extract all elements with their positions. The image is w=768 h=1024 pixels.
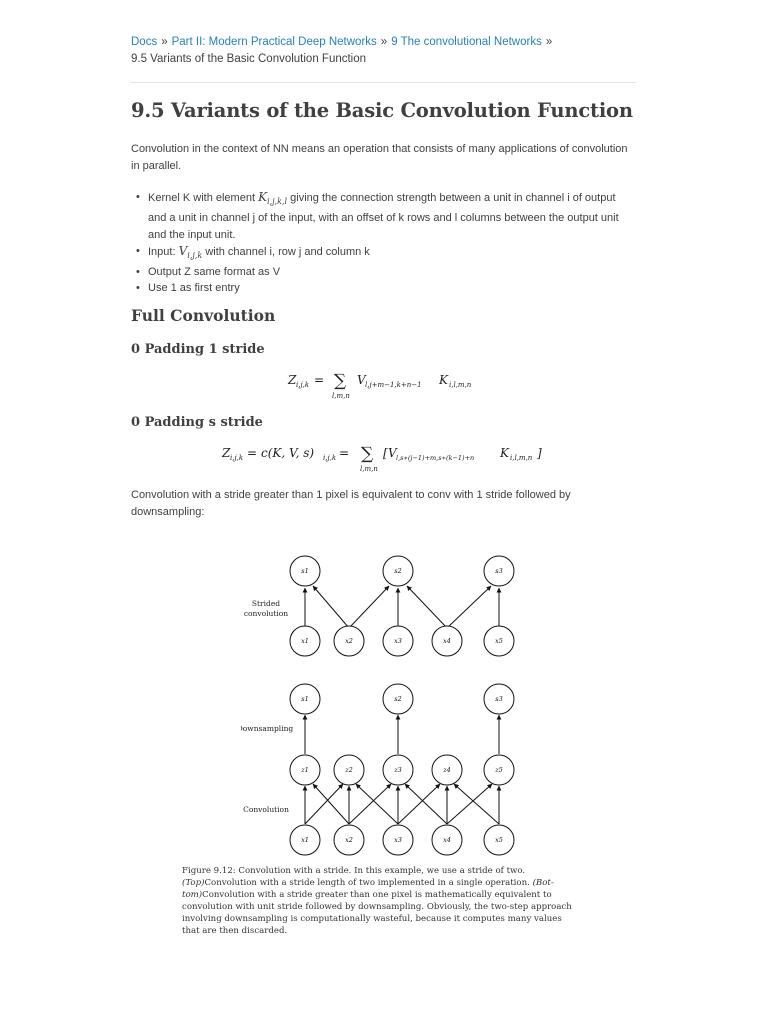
definition-list bbox=[131, 189, 636, 297]
caption-line: tom)Convolution with a stride greater than one pixel is mathematically equivalent to bbox=[182, 889, 552, 900]
breadcrumb-docs-link[interactable]: Docs bbox=[131, 36, 158, 48]
caption-line: Figure 9.12: Convolution with a stride. In this example, we use a stride of two. bbox=[182, 866, 526, 876]
node-x4: x4 bbox=[443, 637, 451, 645]
svg-text:=: = bbox=[314, 373, 325, 387]
page-title: 9.5 Variants of the Basic Convolution Function bbox=[131, 99, 633, 122]
svg-text:l,m,n: l,m,n bbox=[360, 465, 378, 473]
list-item-output: • Output Z same format as V bbox=[131, 264, 636, 280]
node-x5: x5 bbox=[495, 836, 503, 844]
equation-unit-stride bbox=[131, 368, 636, 410]
svg-text:i,l,m,n: i,l,m,n bbox=[510, 454, 533, 462]
node-x2: x2 bbox=[345, 836, 353, 844]
list-item-input: • Input: $V_{i,j,k}$ with channel i, row j and column k bbox=[131, 243, 636, 264]
caption-line: convolution with unit stride followed by downsampling. Obviously, the two-step approach bbox=[182, 901, 572, 912]
node-x5: x5 bbox=[495, 637, 503, 645]
svg-text:V: V bbox=[388, 446, 397, 460]
node-s1: s1 bbox=[301, 695, 309, 703]
node-z2: z2 bbox=[345, 766, 353, 774]
svg-text:i,j,k: i,j,k bbox=[296, 381, 310, 389]
equation-unit-stride-formula bbox=[131, 368, 636, 406]
node-z3: z3 bbox=[394, 766, 402, 774]
breadcrumb-chapter-link[interactable]: 9 The convolutional Networks bbox=[391, 36, 542, 48]
stride-paragraph: Convolution with a stride greater than 1 pixel is equivalent to conv with 1 stride followed by downsampling: bbox=[131, 489, 571, 518]
breadcrumb-separator: » bbox=[545, 36, 553, 48]
svg-text:i,j,k: i,j,k bbox=[230, 454, 244, 462]
input-symbol: V bbox=[178, 243, 188, 258]
node-s3: s3 bbox=[495, 567, 503, 575]
section-heading-full-convolution: Full Convolution bbox=[131, 306, 276, 325]
breadcrumb-part-link[interactable]: Part II: Modern Practical Deep Networks bbox=[171, 36, 377, 48]
kernel-symbol: K bbox=[258, 190, 268, 204]
figure-caption bbox=[182, 866, 587, 937]
node-x4: x4 bbox=[443, 836, 451, 844]
svg-text:i,l,m,n: i,l,m,n bbox=[449, 381, 472, 389]
subheading-padding-s-stride: 0 Padding s stride bbox=[131, 415, 263, 430]
divider bbox=[131, 82, 636, 83]
node-s3: s3 bbox=[495, 695, 503, 703]
svg-text:c(K, V, s): c(K, V, s) bbox=[261, 446, 315, 460]
node-x1: x1 bbox=[301, 836, 309, 844]
svg-text:i,j,k: i,j,k bbox=[323, 454, 337, 462]
svg-text:[: [ bbox=[383, 446, 388, 460]
node-s2: s2 bbox=[394, 567, 402, 575]
svg-text:=: = bbox=[247, 446, 258, 460]
node-x2: x2 bbox=[345, 637, 353, 645]
stride-diagram bbox=[241, 548, 541, 856]
node-s2: s2 bbox=[394, 695, 402, 703]
svg-text:Z: Z bbox=[222, 446, 231, 460]
svg-text:∑: ∑ bbox=[334, 371, 347, 391]
stride-figure bbox=[241, 548, 541, 861]
breadcrumb bbox=[131, 34, 636, 68]
node-z5: z5 bbox=[495, 766, 503, 774]
node-s1: s1 bbox=[301, 567, 309, 575]
node-z1: z1 bbox=[301, 766, 309, 774]
breadcrumb-separator: » bbox=[380, 36, 388, 48]
svg-text:Z: Z bbox=[288, 373, 297, 387]
svg-text:l,s∗(j−1)+m,s∗(k−1)+n: l,s∗(j−1)+m,s∗(k−1)+n bbox=[396, 454, 475, 462]
svg-text:V: V bbox=[357, 373, 366, 387]
node-x3: x3 bbox=[394, 836, 402, 844]
label-convolution: Convolution bbox=[243, 805, 289, 814]
svg-text:K: K bbox=[439, 373, 448, 387]
caption-line: involving downsampling is computationally wasteful, because it computes many values bbox=[182, 913, 562, 924]
list-item-first-entry: • Use 1 as first entry bbox=[131, 280, 636, 296]
svg-text:K: K bbox=[500, 446, 509, 460]
breadcrumb-current: 9.5 Variants of the Basic Convolution Function bbox=[131, 53, 367, 65]
breadcrumb-separator: » bbox=[161, 36, 168, 48]
intro-paragraph: Convolution in the context of NN means an operation that consists of many applications of convolution in parallel. bbox=[131, 143, 628, 172]
caption-line: (Top)Convolution with a stride length of two implemented in a single operation. (Bot- bbox=[182, 877, 554, 888]
svg-text:l,m,n: l,m,n bbox=[332, 392, 350, 400]
caption-line: that are then discarded. bbox=[182, 925, 288, 936]
node-z4: z4 bbox=[443, 766, 451, 774]
label-downsampling: Downsampling bbox=[241, 724, 294, 733]
svg-text:l,j+m−1,k+n−1: l,j+m−1,k+n−1 bbox=[365, 381, 422, 389]
svg-text:]: ] bbox=[537, 446, 542, 460]
equation-s-stride-formula bbox=[131, 440, 636, 478]
list-item-kernel: • Kernel K with element $K_{i,j,k,l}$ giving the connection strength between a unit in channel i of output and a unit in channel j of the input, with an offset of k rows and l columns between the output unit and the input unit. bbox=[131, 189, 636, 243]
node-x1: x1 bbox=[301, 637, 309, 645]
label-convolution-strided: convolution bbox=[243, 609, 289, 618]
svg-text:∑: ∑ bbox=[361, 444, 374, 464]
node-x3: x3 bbox=[394, 637, 402, 645]
label-strided: Strided bbox=[251, 599, 281, 608]
equation-s-stride bbox=[131, 440, 636, 482]
subheading-padding-1-stride: 0 Padding 1 stride bbox=[131, 342, 265, 357]
svg-text:=: = bbox=[339, 446, 350, 460]
